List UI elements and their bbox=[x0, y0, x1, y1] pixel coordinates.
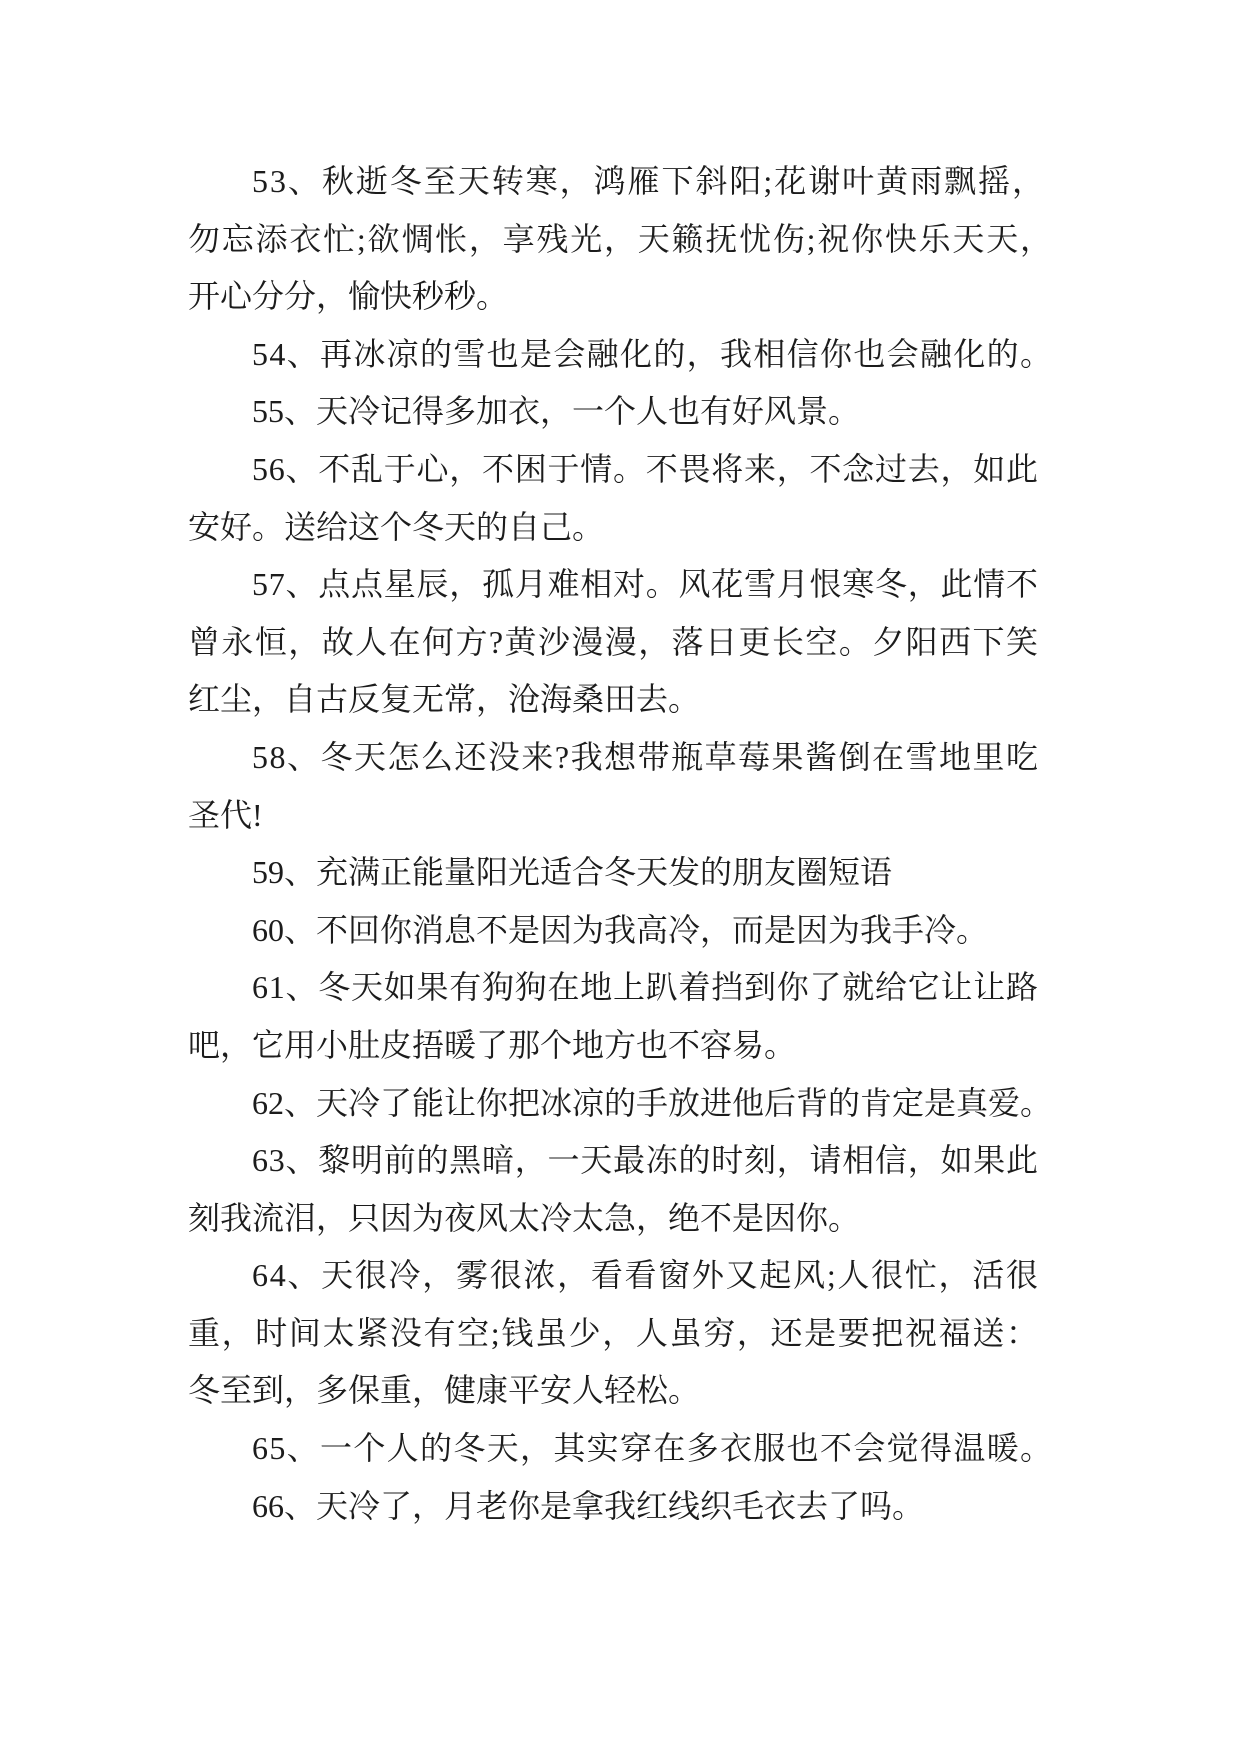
numbered-item-65 bbox=[188, 1420, 1054, 1478]
item-text-line: 吧，它用小肚皮捂暖了那个地方也不容易。 bbox=[188, 1026, 797, 1063]
item-text-line: 刻我流泪，只因为夜风太冷太急，绝不是因你。 bbox=[188, 1199, 861, 1236]
numbered-item-58 bbox=[188, 729, 1054, 844]
item-text-line: 62、天冷了能让你把冰凉的手放进他后背的肯定是真爱。 bbox=[252, 1084, 1052, 1121]
item-text-line: 开心分分，愉快秒秒。 bbox=[188, 278, 509, 315]
item-text-line: 65、一个人的冬天，其实穿在多衣服也不会觉得温暖。 bbox=[252, 1430, 1054, 1467]
item-text-line: 59、充满正能量阳光适合冬天发的朋友圈短语 bbox=[252, 854, 893, 891]
numbered-item-64 bbox=[188, 1247, 1054, 1420]
item-text-line: 53、秋逝冬至天转寒，鸿雁下斜阳;花谢叶黄雨飘摇， bbox=[252, 163, 1046, 199]
numbered-item-57 bbox=[188, 556, 1054, 729]
item-text-line: 安好。送给这个冬天的自己。 bbox=[188, 508, 605, 545]
item-text-line: 勿忘添衣忙;欲惆怅，享残光，天籁抚忧伤;祝你快乐天天， bbox=[188, 220, 1054, 257]
item-text-line: 55、天冷记得多加衣，一个人也有好风景。 bbox=[252, 393, 861, 430]
item-text-line: 57、点点星辰，孤月难相对。风花雪月恨寒冬，此情不 bbox=[252, 566, 1039, 603]
numbered-item-60 bbox=[188, 902, 1054, 960]
item-text-line: 重，时间太紧没有空;钱虽少，人虽穷，还是要把祝福送： bbox=[188, 1314, 1040, 1351]
item-text-line: 红尘，自古反复无常，沧海桑田去。 bbox=[188, 681, 701, 718]
numbered-item-61 bbox=[188, 959, 1054, 1074]
item-text-line: 曾永恒，故人在何方?黄沙漫漫，落日更长空。夕阳西下笑 bbox=[188, 623, 1040, 660]
item-text-line: 56、不乱于心，不困于情。不畏将来，不念过去，如此 bbox=[252, 450, 1039, 487]
numbered-item-56 bbox=[188, 441, 1054, 556]
numbered-item-53 bbox=[188, 153, 1054, 326]
item-text-line: 58、冬天怎么还没来?我想带瓶草莓果酱倒在雪地里吃 bbox=[252, 738, 1040, 775]
item-text-line: 冬至到，多保重，健康平安人轻松。 bbox=[188, 1372, 701, 1409]
numbered-item-59 bbox=[188, 844, 1054, 902]
numbered-item-54 bbox=[188, 326, 1054, 384]
numbered-item-63 bbox=[188, 1132, 1054, 1247]
item-text-line: 64、天很冷，雾很浓，看看窗外又起风;人很忙，活很 bbox=[252, 1257, 1040, 1294]
item-text-line: 60、不回你消息不是因为我高冷，而是因为我手冷。 bbox=[252, 911, 989, 948]
item-text-line: 54、再冰凉的雪也是会融化的，我相信你也会融化的。 bbox=[252, 335, 1054, 372]
numbered-item-62 bbox=[188, 1075, 1054, 1133]
numbered-item-66 bbox=[188, 1478, 1054, 1536]
item-text-line: 66、天冷了，月老你是拿我红线织毛衣去了吗。 bbox=[252, 1487, 925, 1524]
item-text-line: 61、冬天如果有狗狗在地上趴着挡到你了就给它让让路 bbox=[252, 969, 1039, 1006]
numbered-item-55 bbox=[188, 383, 1054, 441]
item-text-line: 63、黎明前的黑暗，一天最冻的时刻，请相信，如果此 bbox=[252, 1142, 1039, 1179]
item-text-line: 圣代! bbox=[188, 796, 263, 833]
document-body bbox=[188, 153, 1054, 1535]
